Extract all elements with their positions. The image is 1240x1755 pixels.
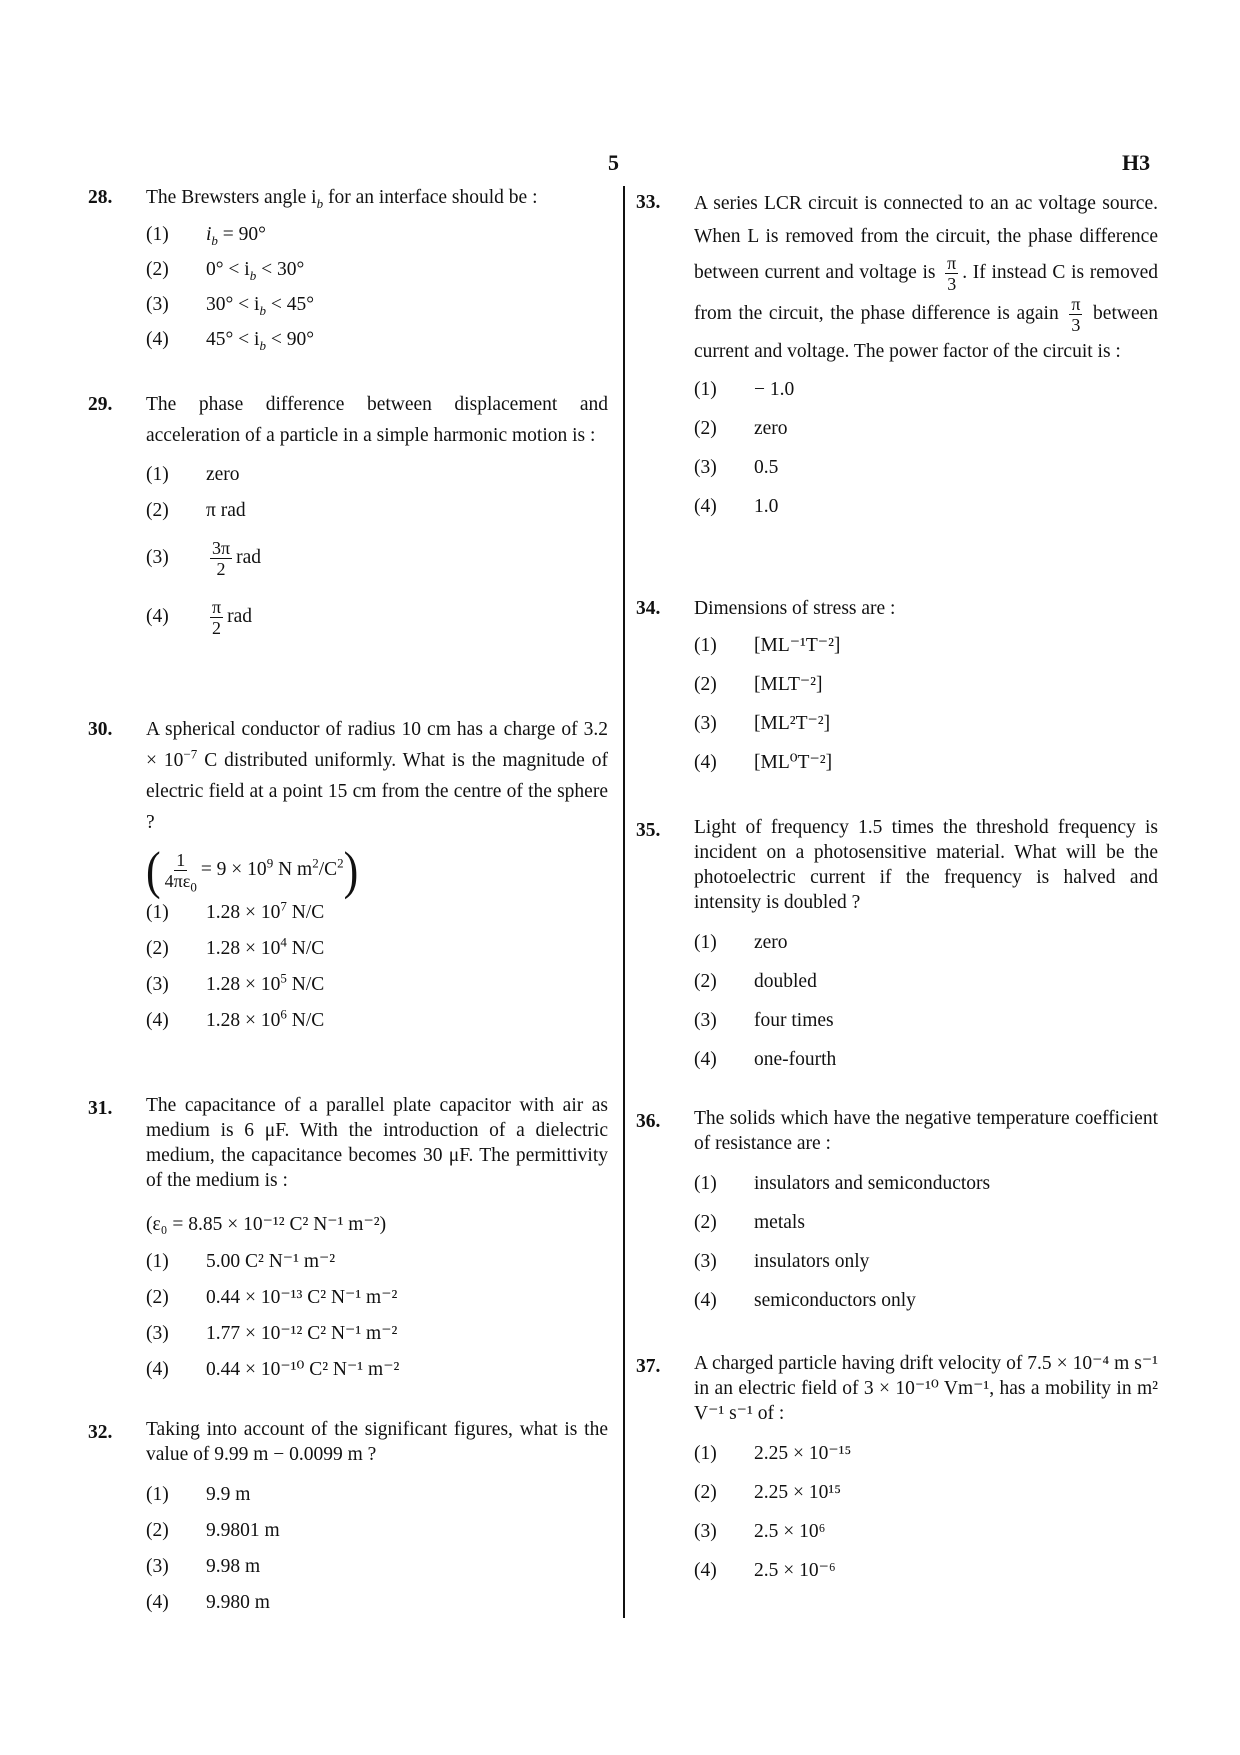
question-text: The Brewsters angle $i_b$ for an interface should be : xyxy=(146,187,538,211)
option-4[interactable]: (4) [ML⁰T⁻²] xyxy=(694,752,833,773)
option-2[interactable]: (2) 2.25 × 10¹⁵ xyxy=(694,1482,842,1503)
question-31 xyxy=(88,1093,608,1385)
option-3[interactable]: (3) $1.28 \times 10^5$ N/C xyxy=(146,970,325,996)
option-3[interactable]: (3) four times xyxy=(694,1010,834,1031)
option-2[interactable]: (2) metals xyxy=(694,1212,805,1233)
option-2[interactable]: (2) [MLT⁻²] xyxy=(694,674,823,695)
option-4[interactable]: (4) $\frac{\pi}{2}$ rad xyxy=(146,597,252,638)
question-number: 34. xyxy=(636,598,661,619)
option-1[interactable]: (1) 9.9 m xyxy=(146,1484,251,1505)
question-number: 32. xyxy=(88,1422,113,1443)
option-1[interactable]: (1) − 1.0 xyxy=(694,379,795,400)
option-3[interactable]: (3) [ML²T⁻²] xyxy=(694,713,831,734)
option-4[interactable]: (4) 2.5 × 10⁻⁶ xyxy=(694,1560,836,1581)
option-3[interactable]: (3) 0.5 xyxy=(694,457,779,478)
question-33 xyxy=(636,187,1158,522)
question-29 xyxy=(88,389,608,638)
option-1[interactable]: (1) zero xyxy=(146,464,240,485)
option-2[interactable]: (2) 0.44 × 10⁻¹³ C² N⁻¹ m⁻² xyxy=(146,1287,398,1308)
question-text: Taking into account of the significant figures, what is the value of 9.99 m − 0.0099 m ? xyxy=(146,1419,608,1465)
option-3[interactable]: (3) 2.5 × 10⁶ xyxy=(694,1521,826,1542)
option-2[interactable]: (2) π rad xyxy=(146,500,246,521)
option-4[interactable]: (4) $1.28 \times 10^6$ N/C xyxy=(146,1006,325,1032)
question-37 xyxy=(636,1351,1158,1586)
option-4[interactable]: (4) one-fourth xyxy=(694,1049,837,1070)
question-text: Light of frequency 1.5 times the threshold frequency is incident on a photosensitive material. What will be the photoelectric current if the frequency is halved and intensity is doubled ? xyxy=(694,817,1158,913)
option-2[interactable]: (2) $1.28 \times 10^4$ N/C xyxy=(146,934,325,960)
question-text: Dimensions of stress are : xyxy=(694,598,896,619)
question-text: The capacitance of a parallel plate capacitor with air as medium is 6 μF. With the introduction of a dielectric medium, the capacitance becomes 30 μF. The permittivity of the medium is : xyxy=(146,1095,608,1191)
question-number: 35. xyxy=(636,820,661,841)
constant-note: ( $\frac{1}{4\pi\varepsilon_0}$ = $9 \times 10^9$ N $m^2/C^2$) xyxy=(146,840,359,900)
option-4[interactable]: (4) 1.0 xyxy=(694,496,779,517)
question-text: A charged particle having drift velocity of 7.5 × 10⁻⁴ m s⁻¹ in an electric field of 3 × 10⁻¹⁰ Vm⁻¹, has a mobility in m² V⁻¹ s⁻¹ of : xyxy=(694,1353,1158,1424)
option-1[interactable]: (1) zero xyxy=(694,932,788,953)
option-3[interactable]: (3) $\frac{3\pi}{2}$ rad xyxy=(146,538,261,579)
question-number: 33. xyxy=(636,192,661,213)
option-3[interactable]: (3) $30^\circ < i_b < 45^\circ$ xyxy=(146,294,315,318)
option-3[interactable]: (3) 1.77 × 10⁻¹² C² N⁻¹ m⁻² xyxy=(146,1323,398,1344)
constant-note: (ε₀ = 8.85 × 10⁻¹² C² N⁻¹ m⁻²) xyxy=(146,1214,387,1235)
question-34 xyxy=(636,593,1158,778)
column-divider xyxy=(623,186,625,1618)
option-2[interactable]: (2) zero xyxy=(694,418,788,439)
option-2[interactable]: (2) 9.9801 m xyxy=(146,1520,280,1541)
question-number: 36. xyxy=(636,1111,661,1132)
option-1[interactable]: (1) 2.25 × 10⁻¹⁵ xyxy=(694,1443,852,1464)
question-36 xyxy=(636,1106,1158,1316)
option-4[interactable]: (4) $45^\circ < i_b < 90^\circ$ xyxy=(146,329,315,353)
question-text: The solids which have the negative temperature coefficient of resistance are : xyxy=(694,1108,1158,1154)
question-text: A spherical conductor of radius 10 cm has a charge of $3.2 \times 10^{-7}$ C distributed uniformly. What is the magnitude of electric field at a point 15 cm from the centre of the sphere ? xyxy=(146,719,609,833)
option-1[interactable]: (1) [ML⁻¹T⁻²] xyxy=(694,635,841,656)
question-number: 28. xyxy=(88,187,113,208)
question-30 xyxy=(88,714,608,1036)
option-2[interactable]: (2) doubled xyxy=(694,971,817,992)
question-35 xyxy=(636,815,1158,1075)
question-number: 31. xyxy=(88,1098,113,1119)
option-3[interactable]: (3) insulators only xyxy=(694,1251,870,1272)
option-4[interactable]: (4) 0.44 × 10⁻¹⁰ C² N⁻¹ m⁻² xyxy=(146,1359,400,1380)
question-number: 29. xyxy=(88,394,113,415)
option-2[interactable]: (2) $0^\circ < i_b < 30^\circ$ xyxy=(146,259,305,283)
question-number: 30. xyxy=(88,719,113,740)
series-code: H3 xyxy=(1122,150,1151,175)
option-3[interactable]: (3) 9.98 m xyxy=(146,1556,261,1577)
option-1[interactable]: (1) 5.00 C² N⁻¹ m⁻² xyxy=(146,1251,336,1272)
question-32 xyxy=(88,1417,608,1618)
question-text: The phase difference between displacement and acceleration of a particle in a simple harmonic motion is : xyxy=(146,394,608,446)
question-text: A series LCR circuit is connected to an ac voltage source. When L is removed from the circuit, the phase difference between current and voltage is $\frac{\pi}{3}$ . If instead C is removed from the circuit, the phase difference is again $\frac{\pi}{3}$ between current and voltage. The power factor of the circuit is : xyxy=(694,193,1159,362)
option-1[interactable]: (1) $1.28 \times 10^7$ N/C xyxy=(146,898,325,924)
option-1[interactable]: (1) $i_b = 90^\circ$ xyxy=(146,224,266,248)
option-4[interactable]: (4) semiconductors only xyxy=(694,1290,916,1311)
option-1[interactable]: (1) insulators and semiconductors xyxy=(694,1173,991,1194)
page-number: 5 xyxy=(608,150,619,175)
question-28 xyxy=(88,182,608,355)
option-4[interactable]: (4) 9.980 m xyxy=(146,1592,270,1613)
question-number: 37. xyxy=(636,1356,661,1377)
